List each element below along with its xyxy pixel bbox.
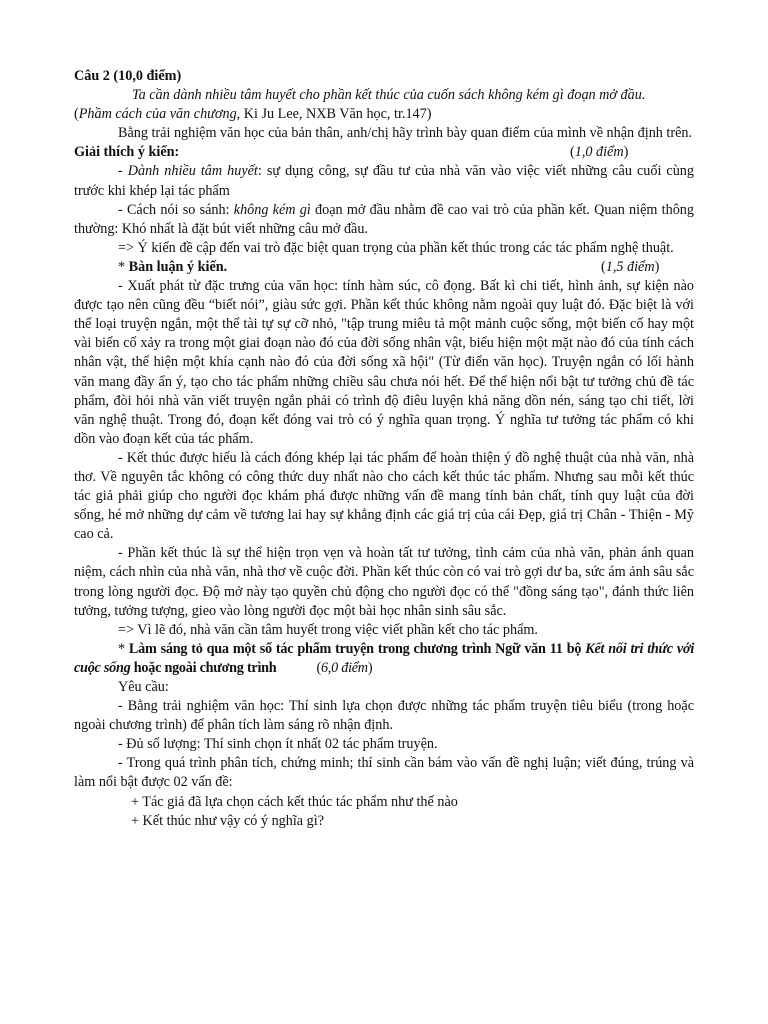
section-2-paragraph-3: - Phần kết thúc là sự thể hiện trọn vẹn và hoàn tất tư tưởng, tình cảm của nhà văn, phản ánh quan niệm, cách nhìn của nhà văn, nhà thơ về cuộc đời. Phần kết thúc còn có vai trò gợi dư ba, sức ám ảnh sâu sắc trong lòng người đọc. Độ mở này tạo quyền chủ động cho người đọc có thể "đồng sáng tạo", đánh thức liên tưởng, tưởng tượng, gieo vào lòng người đọc một bài học nhân sinh sâu sắc.: [74, 545, 694, 619]
requirement-3-sub-1: + Tác giả đã lựa chọn cách kết thúc tác phẩm như thế nào: [131, 793, 458, 810]
section-1-bullet-2: - Cách nói so sánh: không kém gì đoạn mở đầu nhằm đề cao vai trò của phần kết. Quan niệm thông thường: Khó nhất là đặt bút viết những câu mở đầu.: [74, 201, 694, 237]
section-2-paragraph-2: - Kết thúc được hiểu là cách đóng khép lại tác phẩm để hoàn thiện ý đồ nghệ thuật của nhà văn, nhà thơ. Về nguyên tắc không có công thức duy nhất nào cho cách kết thúc tác phẩm. Nhưng sau mỗi kết thúc tác giả phải giúp cho người đọc khám phá được những vấn đề mang tính bản chất, tính quy luật của đời sống, hé mở những dự cảm về tương lai hay sự khẳng định các giá trị của cái Đẹp, giá trị Chân - Thiện - Mỹ cao cả.: [74, 449, 694, 543]
section-3-tail: hoặc ngoài chương trình: [130, 659, 277, 676]
section-1-header: Giải thích ý kiến: (1,0 điểm): [74, 144, 629, 161]
section-2-score: 1,5 điểm: [605, 258, 655, 275]
requirement-1: - Bằng trải nghiệm văn học: Thí sinh lựa chọn được những tác phẩm truyện tiêu biểu (trong hoặc ngoài chương trình) để phân tích làm sáng rõ nhận định.: [74, 698, 694, 734]
requirement-3: - Trong quá trình phân tích, chứng minh; thí sinh cần bám vào vấn đề nghị luận; viết đúng, trúng và làm nổi bật được 02 vấn đề:: [74, 755, 694, 791]
section-3-book: Kết nối tri thức với cuộc sống: [74, 640, 695, 676]
task-prompt: Bằng trải nghiệm văn học của bản thân, anh/chị hãy trình bày quan điểm của mình về nhận định trên.: [118, 125, 693, 142]
section-3-lead: Làm sáng tỏ qua một số tác phẩm truyện trong chương trình Ngữ văn 11 bộ: [128, 640, 586, 657]
section-1-title: Giải thích ý kiến:: [74, 144, 180, 161]
requirement-3-sub-2: + Kết thúc như vậy có ý nghĩa gì?: [131, 812, 324, 829]
question-heading: Câu 2 (10,0 điểm): [74, 68, 182, 84]
section-1-score: 1,0 điểm: [574, 144, 624, 161]
requirement-2: - Đủ số lượng: Thí sinh chọn ít nhất 02 tác phẩm truyện.: [118, 736, 438, 753]
requirements-title: Yêu cầu:: [118, 679, 169, 695]
section-3-score: 6,0 điểm: [320, 659, 368, 676]
section-2-paragraph-1: - Xuất phát từ đặc trưng của văn học: tính hàm súc, cô đọng. Bất kì chi tiết, hình ảnh, sự kiện nào được tạo nên cũng đều “biết nói”, giàu sức gợi. Phần kết thúc không nằm ngoài quy luật đó. Đặc biệt là với thể loại truyện ngắn, một thể tài tự sự cỡ nhỏ, "tập trung miêu tả một mảnh cuộc sống, một biến cố hay một vài biến cố xảy ra trong một giai đoạn nào đó của đời sống nhân vật, biểu hiện một mặt nào đó của tính cách nhân vật, thể hiện một khía cạnh nào đó của đời sống xã hội" (Từ điển văn học). Truyện ngắn có lối hành văn mang đầy ẩn ý, tạo cho tác phẩm những chiều sâu chưa nói hết. Để thể hiện nổi bật tư tưởng chủ đề tác phẩm, đòi hỏi nhà văn viết truyện ngắn phải có trình độ điêu luyện khả năng dồn nén, sáng tạo chi tiết, lời văn nghệ thuật. Trong đó, đoạn kết đóng vai trò có ý nghĩa quan trọng. Ý nghĩa tư tưởng tác phẩm có khi dồn vào đoạn kết của tác phẩm.: [74, 278, 694, 447]
section-2-title: Bàn luận ý kiến.: [128, 258, 228, 275]
quote: Ta cần dành nhiều tâm huyết cho phần kết thúc của cuốn sách không kém gì đoạn mở đầu.: [132, 87, 646, 104]
section-2-conclusion: => Vì lẽ đó, nhà văn cần tâm huyết trong việc viết phần kết cho tác phẩm.: [118, 621, 538, 638]
quote-source: (Phầm cách của văn chương, Ki Ju Lee, NXB Văn học, tr.147): [74, 106, 432, 123]
section-2-header: * Bàn luận ý kiến. (1,5 điểm): [118, 258, 660, 275]
section-1-conclusion: => Ý kiến đề cập đến vai trò đặc biệt quan trọng của phần kết thúc trong các tác phẩm nghệ thuật.: [118, 239, 674, 256]
section-1-bullet-1: - Dành nhiều tâm huyết: sự dụng công, sự đầu tư của nhà văn vào việc viết những câu cuối cùng trước khi khép lại tác phẩm: [74, 163, 694, 199]
section-3-header: * Làm sáng tỏ qua một số tác phẩm truyện trong chương trình Ngữ văn 11 bộ Kết nối tri thức với cuộc sống hoặc ngoài chương trình (6,0 điểm): [74, 640, 695, 676]
